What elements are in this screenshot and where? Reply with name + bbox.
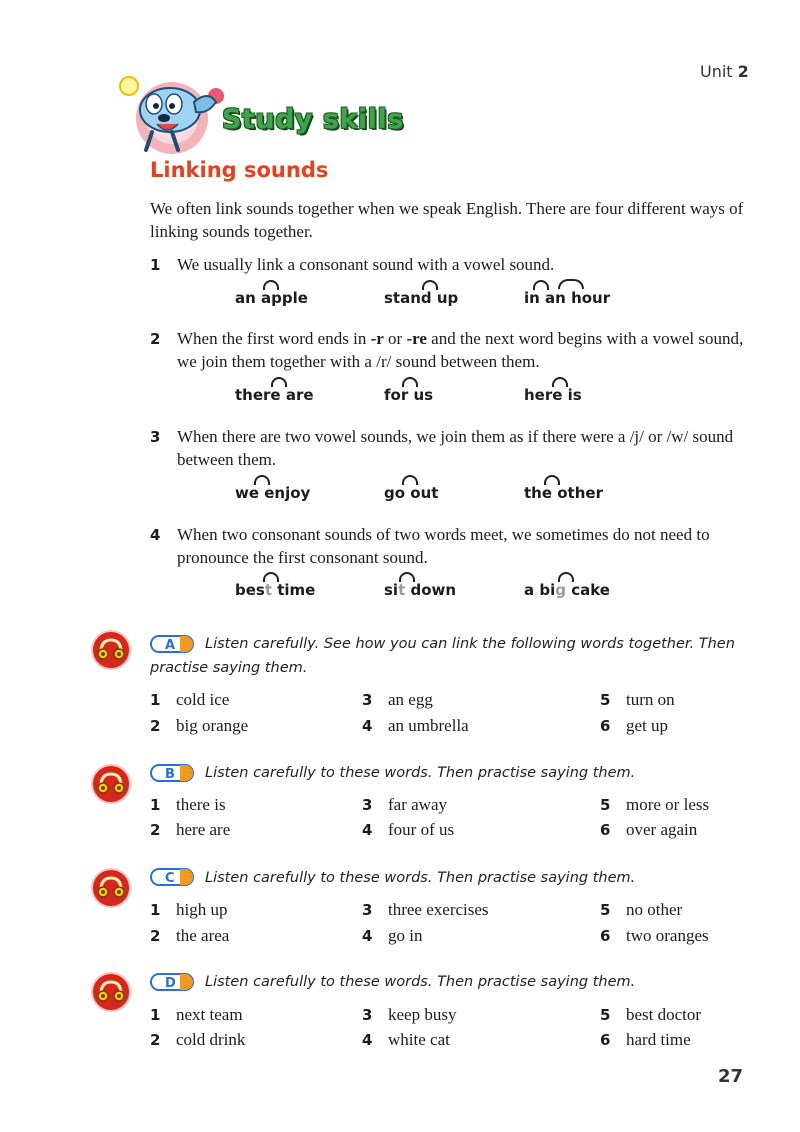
example-part: si <box>384 581 399 599</box>
rule-text-bold: -r <box>370 329 384 348</box>
banner-title: Study skills <box>222 104 404 135</box>
list-item <box>150 795 226 815</box>
list-item <box>600 716 668 736</box>
item-text: an egg <box>388 690 433 709</box>
example-phrase: the other <box>524 484 603 502</box>
item-text: cold drink <box>176 1030 246 1049</box>
headphones-icon <box>91 630 131 670</box>
item-number: 2 <box>150 1031 161 1049</box>
item-number: 2 <box>150 927 161 945</box>
list-item <box>600 690 675 710</box>
example-part: bes <box>235 581 265 599</box>
example-phrase <box>384 581 456 599</box>
item-text: an umbrella <box>388 716 469 735</box>
exercise-instruction: Listen carefully to these words. Then practise saying them. <box>205 765 636 781</box>
example-phrase: in an hour <box>524 289 611 307</box>
item-number: 6 <box>600 927 611 945</box>
rule-number: 2 <box>150 330 161 348</box>
exercise-letter: A <box>165 638 176 653</box>
item-text: cold ice <box>176 690 230 709</box>
unit-label <box>700 62 749 81</box>
exercise-badge <box>150 868 194 886</box>
example-part: cake <box>565 581 610 599</box>
headphones-icon <box>91 972 131 1012</box>
rule-text: We usually link a consonant sound with a vowel sound. <box>177 255 555 274</box>
item-text: here are <box>176 820 231 839</box>
rule-text-part: or <box>383 329 407 348</box>
item-number: 5 <box>600 796 611 814</box>
list-item <box>150 690 229 710</box>
list-item <box>362 690 433 710</box>
headphones-icon <box>91 868 131 908</box>
item-text: no other <box>626 900 683 919</box>
list-item <box>362 716 469 736</box>
item-number: 3 <box>362 901 373 919</box>
item-text: the area <box>176 926 230 945</box>
list-item <box>362 926 422 946</box>
item-text: three exercises <box>388 900 489 919</box>
list-item <box>150 926 229 946</box>
list-item <box>600 820 697 840</box>
item-text: there is <box>176 795 226 814</box>
item-number: 3 <box>362 691 373 709</box>
list-item <box>362 900 489 920</box>
exercise-letter: B <box>165 767 175 782</box>
list-item <box>600 926 709 946</box>
example-phrase: here is <box>524 386 582 404</box>
item-number: 2 <box>150 717 161 735</box>
example-phrase <box>524 581 610 599</box>
example-phrase: go out <box>384 484 439 502</box>
item-text: over again <box>626 820 698 839</box>
silent-letter: t <box>398 581 406 599</box>
exercise-instruction: Listen carefully to these words. Then practise saying them. <box>205 870 636 886</box>
list-item <box>362 795 447 815</box>
exercise-badge <box>150 973 194 991</box>
rule-text: When two consonant sounds of two words meet, we sometimes do not need to pronounce the first consonant sound. <box>177 525 710 567</box>
rule-text-bold: -re <box>406 329 427 348</box>
item-number: 3 <box>362 796 373 814</box>
item-text: four of us <box>388 820 455 839</box>
item-text: best doctor <box>626 1005 702 1024</box>
list-item <box>362 1030 450 1050</box>
section-heading: Linking sounds <box>150 158 329 182</box>
example-phrase: stand up <box>384 289 459 307</box>
item-text: next team <box>176 1005 243 1024</box>
item-text: white cat <box>388 1030 450 1049</box>
example-part: time <box>272 581 316 599</box>
unit-number: 2 <box>737 62 749 81</box>
item-text: keep busy <box>388 1005 457 1024</box>
exercise-instruction: Listen carefully to these words. Then practise saying them. <box>205 974 636 990</box>
item-number: 1 <box>150 1006 161 1024</box>
silent-letter: t <box>264 581 273 599</box>
unit-label-text: Unit <box>700 62 733 81</box>
item-number: 6 <box>600 1031 611 1049</box>
item-number: 6 <box>600 717 611 735</box>
item-number: 1 <box>150 796 161 814</box>
item-text: get up <box>626 716 669 735</box>
headphones-icon <box>91 764 131 804</box>
item-text: big orange <box>176 716 249 735</box>
example-part: down <box>405 581 457 599</box>
item-text: more or less <box>626 795 710 814</box>
item-number: 5 <box>600 691 611 709</box>
item-text: turn on <box>626 690 675 709</box>
item-text: high up <box>176 900 228 919</box>
rule-number: 1 <box>150 256 161 274</box>
rule-number: 4 <box>150 526 161 544</box>
rule-number: 3 <box>150 428 161 446</box>
page-number: 27 <box>718 1066 744 1087</box>
item-number: 5 <box>600 901 611 919</box>
item-text: far away <box>388 795 447 814</box>
example-phrase: an apple <box>235 289 308 307</box>
exercise-badge <box>150 764 194 782</box>
list-item <box>150 1005 243 1025</box>
list-item <box>362 820 454 840</box>
rule-text-part: When the first word ends in <box>177 329 371 348</box>
exercise-letter: D <box>165 976 176 991</box>
item-number: 1 <box>150 901 161 919</box>
item-number: 4 <box>362 927 373 945</box>
rule-text: When there are two vowel sounds, we join them as if there were a /j/ or /w/ sound between them. <box>177 427 734 469</box>
linking-arc <box>558 279 584 289</box>
rule-text <box>177 327 752 373</box>
exercise-instruction: Listen carefully. See how you can link the following words together. Then practise saying them. <box>150 636 735 676</box>
example-part: a bi <box>524 581 556 599</box>
list-item <box>150 820 230 840</box>
item-number: 3 <box>362 1006 373 1024</box>
example-phrase <box>235 581 315 599</box>
list-item <box>600 1030 691 1050</box>
item-text: two oranges <box>626 926 709 945</box>
example-phrase: for us <box>384 386 434 404</box>
item-number: 4 <box>362 1031 373 1049</box>
item-number: 4 <box>362 821 373 839</box>
item-number: 2 <box>150 821 161 839</box>
item-number: 4 <box>362 717 373 735</box>
silent-letter: g <box>555 581 566 599</box>
item-number: 6 <box>600 821 611 839</box>
item-text: go in <box>388 926 423 945</box>
cartoon-dog-mascot-icon <box>112 66 232 156</box>
list-item <box>150 1030 245 1050</box>
list-item <box>600 1005 701 1025</box>
list-item <box>600 795 709 815</box>
list-item <box>362 1005 456 1025</box>
list-item <box>150 900 227 920</box>
item-text: hard time <box>626 1030 691 1049</box>
list-item <box>600 900 682 920</box>
example-phrase: we enjoy <box>235 484 311 502</box>
list-item <box>150 716 248 736</box>
rule-text-part: and the next word begins with a vowel sound, we join them together with a /r/ sound between them. <box>177 329 744 371</box>
section-intro: We often link sounds together when we speak English. There are four different ways of linking sounds together. <box>150 199 744 241</box>
exercise-letter: C <box>165 871 175 886</box>
item-number: 5 <box>600 1006 611 1024</box>
item-number: 1 <box>150 691 161 709</box>
example-phrase: there are <box>235 386 314 404</box>
